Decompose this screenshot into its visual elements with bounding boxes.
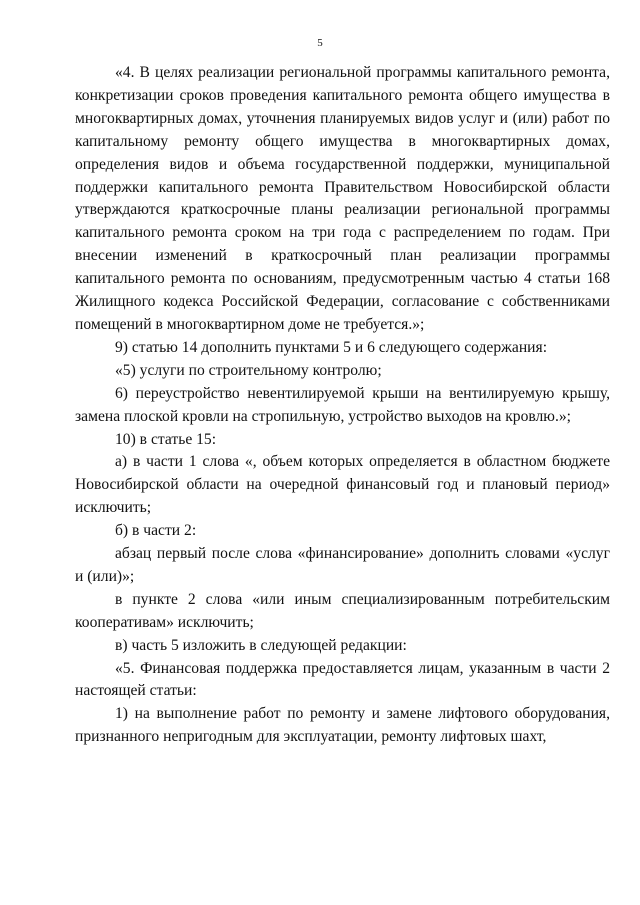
paragraph-point-2: в пункте 2 слова «или иным специализированным потребительским кооперативам» исключить; [75, 590, 610, 631]
paragraph-subitem-b: б) в части 2: [115, 522, 197, 540]
page-number: 5 [317, 37, 323, 49]
paragraph-item-10: 10) в статье 15: [115, 430, 217, 448]
paragraph-clause-4: «4. В целях реализации региональной программы капитального ремонта, конкретизации сроков проведения капитального ремонта общего имущества в многоквартирных домах, уточнения планируемых видов услуг и (или) работ по капитальному ремонту общего имущества в многоквартирных домах, определения видов и объема государственной поддержки, муниципальной поддержки капитального ремонта Правительством Новосибирской области утверждаются краткосрочные планы реализации региональной программы капитального ремонта сроком на три года с распределением по годам. При внесении изменений в краткосрочный план реализации программы капитального ремонта по основаниям, предусмотренным частью 4 статьи 168 Жилищного кодекса Российской Федерации, согласование с собственниками помещений в многоквартирном доме не требуется.»; [75, 64, 610, 333]
paragraph-clause-5: «5. Финансовая поддержка предоставляется лицам, указанным в части 2 настоящей статьи: [75, 659, 610, 700]
paragraph-subitem-6: 6) переустройство невентилируемой крыши на вентилируемую крышу, замена плоской кровли на стропильную, устройство выходов на кровлю.»; [75, 384, 610, 425]
paragraph-subitem-v: в) часть 5 изложить в следующей редакции: [115, 636, 407, 654]
paragraph-item-9: 9) статью 14 дополнить пунктами 5 и 6 следующего содержания: [115, 338, 548, 356]
document-body [75, 62, 610, 749]
paragraph-subitem-a: а) в части 1 слова «, объем которых определяется в областном бюджете Новосибирской области на очередной финансовый год и плановый период» исключить; [75, 453, 610, 517]
paragraph-point-1: 1) на выполнение работ по ремонту и замене лифтового оборудования, признанного непригодным для эксплуатации, ремонту лифтовых шахт, [75, 705, 610, 746]
paragraph-subitem-5: «5) услуги по строительному контролю; [115, 361, 382, 379]
paragraph-first-abzac: абзац первый после слова «финансирование» дополнить словами «услуг и (или)»; [75, 545, 610, 585]
